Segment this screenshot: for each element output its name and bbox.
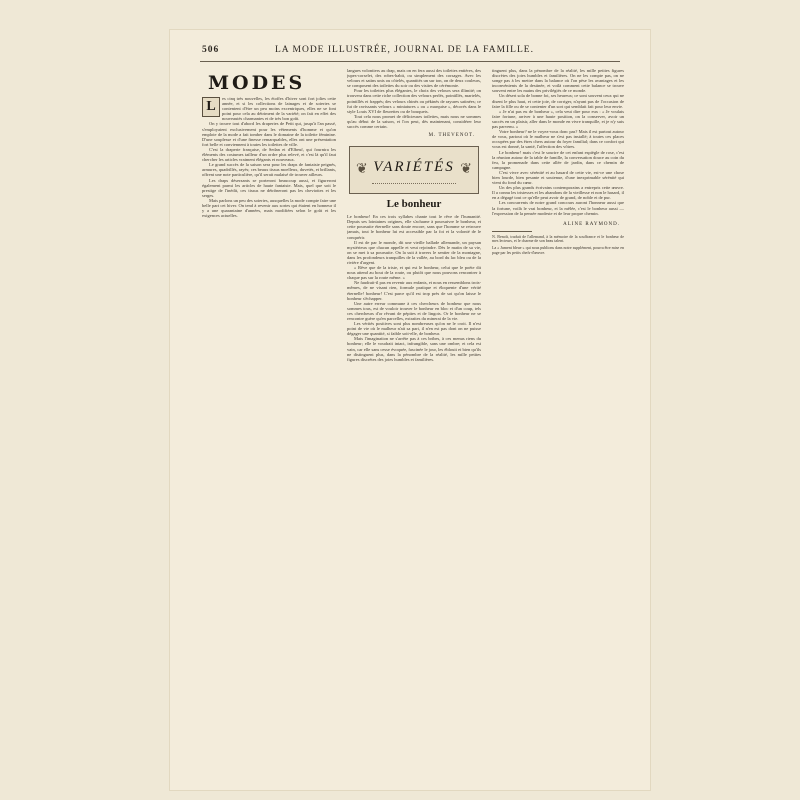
ornament-left-icon: ❦ xyxy=(356,162,368,178)
modes-paragraph-text: es cinq très nouvelles, les étoffes d'hiver sont fort jolies cette année, et si les collections de lainages et de soieries se contentent d'être un peu moins excentriques, elles ne se font point pour cela au détriment de la variété; on fait en effet des nouveautés charmantes et de très bon goût. xyxy=(222,96,336,122)
article-paragraph: « Je n'ai pas eu de bonheur », cela veut dire pour eux : « Je voulais faire fortune, arriver à une haute position, on la conserver, avoir un succès en un plaisir, aller dans le monde en vivre tranquille, et je n'y suis pas parvenu. » xyxy=(492,108,624,130)
article-paragraph: Ne faudrait-il pas en revenir aux enfants, et nous en ressemblons trois-mêmes, de ne visant rien, formule pratique et éloquente d'une vérité éternelle! bonheur! C'est parce qu'il est trop près de soi qu'on laisse le bonheur s'échapper. xyxy=(347,280,481,301)
drop-cap: L xyxy=(202,97,220,117)
column-1 xyxy=(202,68,336,773)
modes-title: MODES xyxy=(208,72,306,94)
column-3 xyxy=(492,68,624,773)
footnote: La « Jument bleue » qui nous publions dans notre supplément, pourra être mise en page par les petits chefs-d'œuvre. xyxy=(492,244,624,255)
varietes-banner-title: VARIÉTÉS xyxy=(373,159,455,176)
column-2 xyxy=(347,68,481,773)
article-paragraph: Mais l'imagination ne s'arrête pas à ces bribes, à ces menus riens du bonheur; elle le voudrait intact, infrangible, sans une ombre; et cela est vain, car elle sans cesse évoquée, fascinée le jour, les éblouit et bien qu'ils ne distinguent plus, dans la pénombre de la réalité, les mille petites figures discrètes des joies humbles et familières. xyxy=(347,336,481,362)
modes-paragraph: Le grand succès de la saison sera pour les draps de fantaisie peignés, armures, quadrillés, rayés; ces beaux tissus moelleux, duvetés, et brillants, offrent une note particulière, qu'il serait malaisé de trouver ailleurs. xyxy=(202,162,336,178)
article-paragraph: C'est vivre avec sérénité et au hasard de cette vie, est-ce une chose bien lourde, bien pesante et soutenue, d'une inexprimable sérénité qui vient du fond du cœur. xyxy=(492,169,624,186)
article-paragraph: Les vérités positives sont plus nombreuses qu'on ne le croit. Il n'est point de vie où le malheur n'ait sa part, il n'en est pas dont on ne puisse dégager une quantité, si faible soit-elle, de bonheur. xyxy=(347,321,481,337)
modes-paragraph: On y trouve tout d'abord les draperies de Petit qui, jusqu'à l'an passé, s'employaient exclusivement pour les vêtements d'homme et qu'on emploie de la mode a fait tomber dans le domaine de la toilette féminine. D'une souplesse et d'une finesse remarquables, elles ont une présentation fort belle et conviennent à toutes les toilettes de ville. xyxy=(202,121,336,147)
footnote: N. Benoît, traduit de l'allemand, à la mémoire de la souffrance et le bonheur de mes lecteurs, et le charme de son beau talent. xyxy=(492,233,624,244)
article-paragraph: Un des plus grands écrivains contemporains a entrepris cette œuvre. Il a connu les tristesses et les abandons de la vieillesse et non le hasard, il en a dégagé tout ce qu'elle peut avoir de grand, de noble et de pur. xyxy=(492,185,624,201)
article-paragraph: Votre bonheur? ne le voyez-vous donc pas? Mais il est partout autour de vous, partout où le malheur ne s'est pas installé; à toutes ces places occupées par des êtres chers autour du foyer familial; dans ce confort qui vous est donné, la santé, l'affection des vôtres. xyxy=(492,129,624,150)
footnote-rule xyxy=(492,231,532,232)
magazine-page xyxy=(170,30,650,790)
article-paragraph: Le bonheur! En ces trois syllabes chante tout le rêve de l'humanité. Depuis ses lointaines origines, elle s'acharne à poursuivre le bonheur, et cette poursuite éternelle sans doute encore, sans que l'homme se retrouve jamais, tout le bonheur lui est accessible par la foi et la volonté de le conquérir. xyxy=(347,214,481,240)
article-paragraph: Le bonheur! mais c'est le sourire de cet enfant espiègle de rose, c'est la réunion autour de la table de famille, la conversation douce au coin du feu, la promenade dans cette allée de jardin, dans ce chemin de campagne. xyxy=(492,149,624,170)
modes-signature: M. THEVENOT. xyxy=(428,133,475,139)
ornament-right-icon: ❦ xyxy=(460,162,472,178)
running-head xyxy=(170,45,650,59)
article-paragraph: Les concurrents de notre grand concours auront l'honneur aussi que la fortune, voilà le vrai bonheur, et la mêlée, c'est le bonheur aussi — l'expression de la pensée modeste et de leur propre chemin. xyxy=(492,200,624,216)
article-paragraph: Il est de par le monde, dit une vieille ballade allemande, un paysan mystérieux que chacun appelle et veut rejoindre. Dès le matin de sa vie, on se met à sa poursuite. On la suit à travers le sentier de la montagne, dans les profondeurs tranquilles de la vallée, au bord du lac bleu ou de la rivière d'argent. xyxy=(347,239,481,265)
varietes-banner xyxy=(349,146,479,194)
modes-continued-paragraph: Pour les toilettes plus élégantes, le choix des velours sera illimité; on trouvera dans cette riche collection des velours perlés, pointillés, martelés, pointillés et frappés; des velours chinés ou pékinés de rayures satinées; ce fut de ravissants velours « miniatures » ou « marquise », décorés dans le style Louis XVI de fleurettes ou de bouquets. xyxy=(347,88,481,114)
page-number: 506 xyxy=(202,45,220,55)
modes-paragraph: C'est la draperie française, de Sedan et d'Elbeuf, qui fournira les éléments des costumes tailleur d'un ordre plus relevé, et c'est là qu'il faut chercher les articles vraiment élégants et nouveaux. xyxy=(202,146,336,163)
modes-continued-paragraph: langues volontiers au drap, mais on en fera aussi des toilettes entières, des jupes-corselet, des robes-habit, ou simplement des corsages. Avec les velours et satins unis ou côtelés, quantités un sur ton, on de deux couleurs, se composent des toilettes du soir ou des visites de cérémonie. xyxy=(347,68,481,89)
modes-paragraph xyxy=(202,96,336,121)
header-rule xyxy=(200,61,620,62)
article-title: Le bonheur xyxy=(386,198,442,211)
article-paragraph: Une autre erreur commune à ces chercheurs de bonheur que nous sommes tous, est de vouloir trouver le bonheur en bloc et d'un coup, tels ces chercheurs d'or rêvant de pépites et de lingots. Or le bonheur ne se rencontre guère qu'en parcelles, extraites du minerai de la vie. xyxy=(347,300,481,321)
article-paragraph: « Rêve que de la triste, et qui est le bonheur, celui que le poète dit nous attend au bout de la route, ou plutôt que nous pouvons rencontrer à chaque pas sur la route même. » xyxy=(347,265,481,281)
modes-paragraph: Mais parlons un peu des soieries, auxquelles la mode compte faire une belle part cet hiver. On tend à revenir aux sortes qui étaient en honneur il y a une quarantaine d'années, mais modifiées selon le goût et les exigences actuelles. xyxy=(202,197,336,219)
article-paragraph: tinguent plus, dans la pénombre de la réalité, les mille petites figures discrètes des joies humbles et familières. On ne les compte pas, on ne songe pas à les mettre dans la balance où l'on pèse les avantages et les inconvénients de la destinée, et voilà comment cette balance se trouve souvent entre les mains des privilégiés de ce monde. xyxy=(492,68,624,94)
banner-rule xyxy=(372,183,456,184)
journal-title: LA MODE ILLUSTRÉE, JOURNAL DE LA FAMILLE. xyxy=(275,45,534,55)
modes-paragraph: Les draps déserzants se porteront beaucoup aussi, et figureront également parmi les articles de haute fantaisie. Mais, quel que soit le prestige de l'inédit, ces tissus ne détrôneront pas les cheviottes et les serges. xyxy=(202,177,336,198)
article-signature: ALINE RAYMOND. xyxy=(563,221,620,227)
article-paragraph: Un désert sola de bonne foi, ses heureux; ce sont souvent ceux qui ne disent le plus haut, et cette joie, de corriger, n'ayant pas de l'occasion de faire la fille ou de se contenter d'un sort qui semblait fait pour leur envie. xyxy=(492,93,624,109)
modes-continued-paragraph: Tout cela nous promet de délicieuses toilettes, mais nous ne sommes qu'au début de la saison, et l'on peut, dès maintenant, considérer leur succès comme certain. xyxy=(347,113,481,130)
